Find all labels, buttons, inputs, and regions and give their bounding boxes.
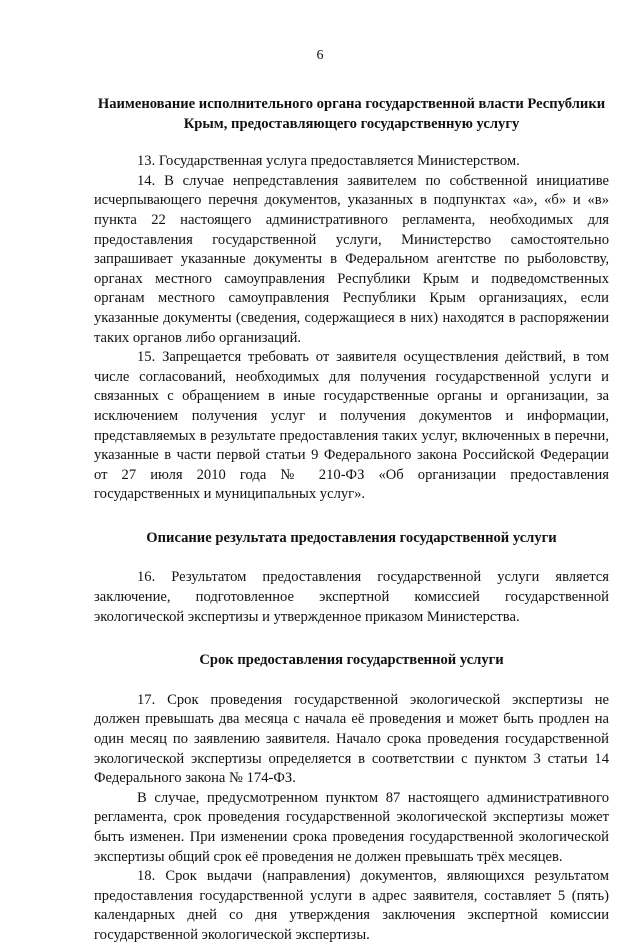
section-heading-term: Срок предоставления государственной услуги [199,652,504,669]
paragraph-17: 17. Срок проведения государственной экологической экспертизы не должен превышать два месяца с начала её проведения и может быть продлен на один месяц по заявлению заявителя. Начало срока проведения государственной экологической экспертизы определяется в соответствии с пунктом 3 статьи 14 Федерального закона № 174-ФЗ. [94,691,609,787]
document-body [94,95,609,946]
paragraph-14: 14. В случае непредставления заявителем по собственной инициативе исчерпывающего перечня документов, указанных в подпунктах «а», «б» и «в» пункта 22 настоящего административного регламента, необходимых для предоставления государственной услуги, Министерство самостоятельно запрашивает указанные документы в Федеральном агентстве по рыболовству, органах местного самоуправления Республики Крым и подведомственных органам местного самоуправления Республики Крым организациях, если указанные документы (сведения, содержащиеся в них) находятся в распоряжении таких органов либо организаций. [94,172,609,346]
paragraph-16: 16. Результатом предоставления государственной услуги является заключение, подготовленное экспертной комиссией государственной экологической экспертизы и утвержденное приказом Министерства. [94,569,609,625]
paragraph-18: 18. Срок выдачи (направления) документов, являющихся результатом предоставления государственной услуги в адрес заявителя, составляет 5 (пять) календарных дней со дня утверждения заключения экспертной комиссии государственной экологической экспертизы. [94,868,609,943]
section-heading-executive-body: Наименование исполнительного органа государственной власти Республики Крым, предоставляющего государственную услугу [97,96,606,132]
paragraph-15: 15. Запрещается требовать от заявителя осуществления действий, в том числе согласований, необходимых для получения государственной услуги и связанных с обращением в иные государственные органы и организации, за исключением получения услуг и получения документов и информации, представляемых в результате предоставления таких услуг, включенных в перечни, указанные в части первой статьи 9 Федерального закона Российской Федерации от 27 июля 2010 года № 210-ФЗ «Об организации предоставления государственных и муниципальных услуг». [94,349,609,503]
page-number: 6 [316,48,324,63]
paragraph-17-case: В случае, предусмотренном пунктом 87 настоящего административного регламента, срок проведения государственной экологической экспертизы может быть изменен. При изменении срока проведения государственной экологической экспертизы общий срок её проведения не должен превышать трёх месяцев. [94,789,609,865]
paragraph-13: 13. Государственная услуга предоставляется Министерством. [137,153,520,170]
section-heading-result: Описание результата предоставления государственной услуги [146,529,557,546]
